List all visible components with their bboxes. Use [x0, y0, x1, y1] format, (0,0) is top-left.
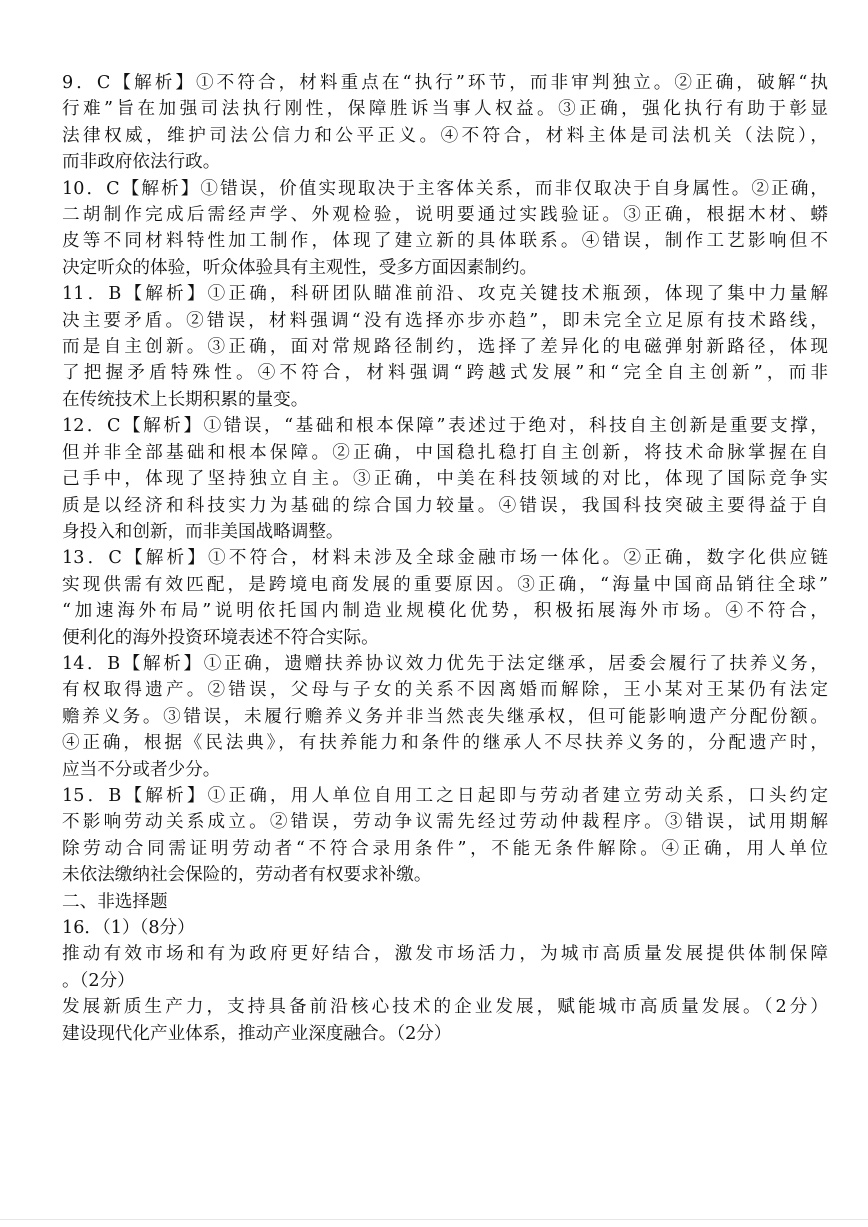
text-line: 而是自主创新。③正确，面对常规路径制约，选择了差异化的电磁弹射新路径，体现: [62, 337, 828, 358]
text-line: 二胡制作完成后需经声学、外观检验，说明要通过实践验证。③正确，根据木材、蟒: [62, 205, 828, 226]
text-line: 15．B【解析】①正确，用人单位自用工之日起即与劳动者建立劳动关系，口头约定: [62, 785, 828, 806]
text-line: 身投入和创新，而非美国战略调整。: [62, 521, 344, 542]
text-line: 推动有效市场和有为政府更好结合，激发市场活力，为城市高质量发展提供体制保障: [62, 944, 828, 965]
text-line: 赡养义务。③错误，未履行赡养义务并非当然丧失继承权，但可能影响遗产分配份额。: [62, 706, 828, 727]
text-line: 决定听众的体验，听众体验具有主观性，受多方面因素制约。: [62, 257, 538, 278]
text-line: “加速海外布局”说明依托国内制造业规模化优势，积极拓展海外市场。④不符合，: [62, 601, 828, 622]
text-line: 应当不分或者少分。: [62, 759, 221, 780]
text-line: 13．C【解析】①不符合，材料未涉及全球金融市场一体化。②正确，数字化供应链: [62, 548, 828, 569]
text-line: 行难”旨在加强司法执行刚性，保障胜诉当事人权益。③正确，强化执行有助于彰显: [62, 99, 828, 120]
text-line: 发展新质生产力，支持具备前沿核心技术的企业发展，赋能城市高质量发展。（2分）: [62, 997, 828, 1018]
text-line: 11．B【解析】①正确，科研团队瞄准前沿、攻克关键技术瓶颈，体现了集中力量解: [62, 284, 828, 305]
text-line: 10．C【解析】①错误，价值实现取决于主客体关系，而非仅取决于自身属性。②正确，: [62, 178, 828, 199]
text-line: 皮等不同材料特性加工制作，体现了建立新的具体联系。④错误，制作工艺影响但不: [62, 231, 828, 252]
text-line: 不影响劳动关系成立。②错误，劳动争议需先经过劳动仲裁程序。③错误，试用期解: [62, 812, 828, 833]
text-line: 但并非全部基础和根本保障。②正确，中国稳扎稳打自主创新，将技术命脉掌握在自: [62, 442, 828, 463]
text-line: 实现供需有效匹配，是跨境电商发展的重要原因。③正确，“海量中国商品销往全球”: [62, 574, 828, 595]
text-line: 9．C【解析】①不符合，材料重点在“执行”环节，而非审判独立。②正确，破解“执: [62, 73, 828, 93]
text-line: 有权取得遗产。②错误，父母与子女的关系不因离婚而解除，王小某对王某仍有法定: [62, 680, 828, 701]
text-line: 除劳动合同需证明劳动者“不符合录用条件”，不能无条件解除。④正确，用人单位: [62, 838, 828, 859]
text-line: 12．C【解析】①错误，“基础和根本保障”表述过于绝对，科技自主创新是重要支撑，: [62, 416, 828, 437]
bottom-divider: [0, 1219, 868, 1220]
text-line: 建设现代化产业体系，推动产业深度融合。（2分）: [62, 1023, 452, 1044]
text-line: 质是以经济和科技实力为基础的综合国力较量。④错误，我国科技突破主要得益于自: [62, 495, 828, 516]
text-line: 16．（1）（8分）: [62, 918, 195, 938]
text-line: 在传统技术上长期积累的量变。: [62, 389, 309, 410]
text-line: 14．B【解析】①正确，遗赠扶养协议效力优先于法定继承，居委会履行了扶养义务，: [62, 653, 828, 674]
text-line: 了把握矛盾特殊性。④不符合，材料强调“跨越式发展”和“完全自主创新”，而非: [62, 363, 828, 384]
text-line: 。（2分）: [62, 970, 135, 991]
text-line: 决主要矛盾。②错误，材料强调“没有选择亦步亦趋”，即未完全立足原有技术路线，: [62, 310, 828, 331]
text-line: 法律权威，维护司法公信力和公平正义。④不符合，材料主体是司法机关（法院），: [62, 125, 828, 146]
text-line: 未依法缴纳社会保险的，劳动者有权要求补缴。: [62, 865, 432, 886]
text-line: 便利化的海外投资环境表述不符合实际。: [62, 627, 379, 648]
text-line: ④正确，根据《民法典》，有扶养能力和条件的继承人不尽扶养义务的，分配遗产时，: [62, 733, 828, 754]
answer-text-body: [62, 70, 828, 1047]
text-line: 己手中，体现了坚持独立自主。③正确，中美在科技领域的对比，体现了国际竞争实: [62, 469, 828, 490]
text-line: 而非政府依法行政。: [62, 152, 221, 173]
text-line: 二、非选择题: [62, 891, 168, 912]
